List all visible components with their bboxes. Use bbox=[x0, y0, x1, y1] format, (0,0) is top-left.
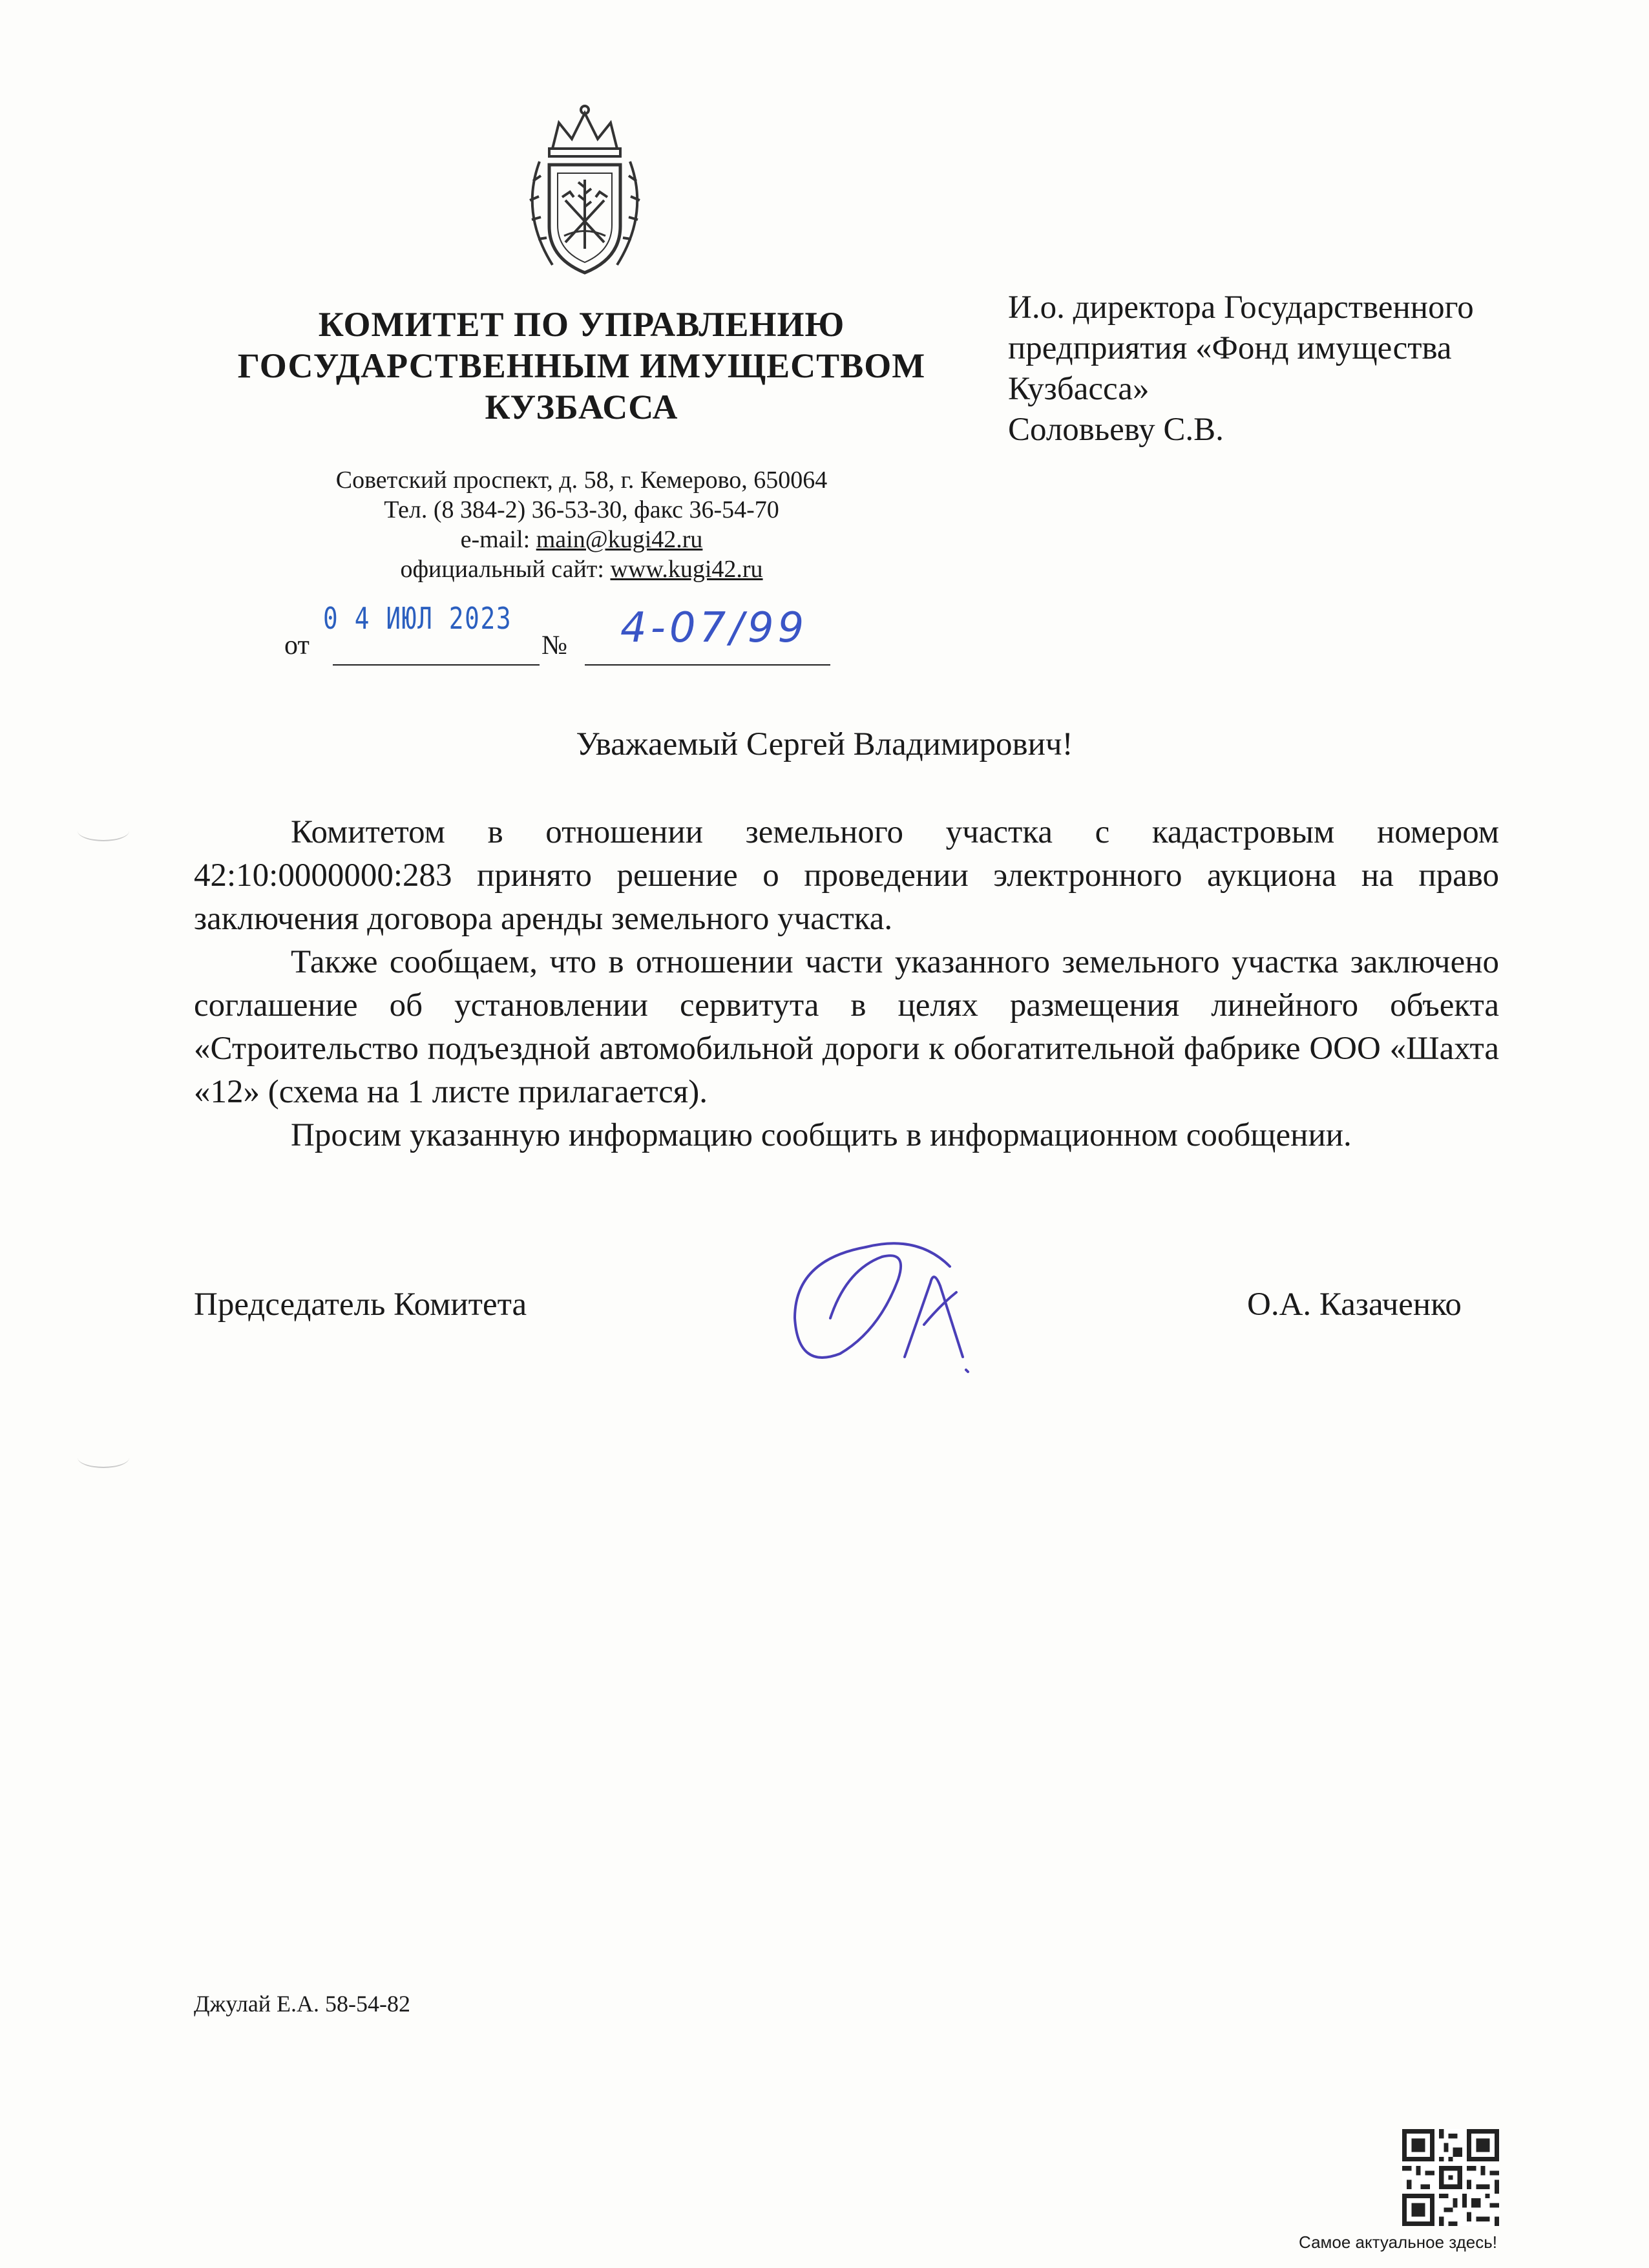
letter-body bbox=[194, 811, 1499, 1157]
organization-email-row bbox=[194, 525, 969, 554]
email-link[interactable]: main@kugi42.ru bbox=[536, 526, 703, 553]
organization-contacts bbox=[194, 465, 969, 584]
site-link[interactable]: www.kugi42.ru bbox=[610, 556, 763, 583]
executor-contact: Джулай Е.А. 58-54-82 bbox=[194, 1991, 411, 2017]
date-label: от bbox=[284, 631, 310, 660]
organization-name-line3: КУЗБАССА bbox=[485, 388, 678, 426]
number-underline bbox=[585, 664, 830, 666]
organization-site-row bbox=[194, 554, 969, 584]
body-paragraph-3: Просим указанную информацию сообщить в информационном сообщении. bbox=[291, 1117, 1352, 1153]
salutation: Уважаемый Сергей Владимирович! bbox=[576, 726, 1073, 762]
handwritten-number: 4-07/99 bbox=[620, 604, 808, 652]
date-stamp: 0 4 ИЮЛ 2023 bbox=[323, 601, 512, 636]
organization-name-line2: ГОСУДАРСТВЕННЫМ ИМУЩЕСТВОМ bbox=[237, 346, 926, 385]
organization-phone: Тел. (8 384-2) 36-53-30, факс 36-54-70 bbox=[384, 496, 779, 523]
signatory-title: Председатель Комитета bbox=[194, 1286, 527, 1323]
email-label: e-mail: bbox=[460, 526, 536, 553]
site-label: официальный сайт: bbox=[400, 556, 611, 583]
organization-name bbox=[181, 304, 982, 428]
date-underline bbox=[333, 664, 540, 666]
organization-name-line1: КОМИТЕТ ПО УПРАВЛЕНИЮ bbox=[318, 305, 845, 344]
handwritten-signature-icon bbox=[769, 1221, 1002, 1389]
punch-mark bbox=[78, 1447, 129, 1468]
body-paragraph-1: Комитетом в отношении земельного участка с кадастровым номером 42:10:0000000:283 принято решение о проведении электронного аукциона на право заключения договора аренды земельного участка. bbox=[194, 814, 1499, 937]
addressee-line1: И.о. директора Государственного bbox=[1008, 289, 1474, 326]
body-paragraph-2: Также сообщаем, что в отношении части указанного земельного участка заключено соглашение об установлении сервитута в целях размещения линейного объекта «Строительство подъездной автомобильной дороги к обогатительной фабрике ООО «Шахта «12» (схема на 1 листе прилагается). bbox=[194, 944, 1499, 1110]
addressee-line2: предприятия «Фонд имущества bbox=[1008, 330, 1452, 366]
number-label: № bbox=[541, 631, 568, 660]
signatory-name: О.А. Казаченко bbox=[1247, 1286, 1462, 1323]
qr-caption: Самое актуальное здесь! bbox=[1299, 2232, 1498, 2252]
qr-code-icon bbox=[1402, 2129, 1499, 2226]
punch-mark bbox=[78, 821, 129, 841]
addressee-line4: Соловьеву С.В. bbox=[1008, 412, 1224, 448]
organization-address: Советский проспект, д. 58, г. Кемерово, 650064 bbox=[335, 467, 828, 494]
addressee-line3: Кузбасса» bbox=[1008, 371, 1150, 407]
coat-of-arms-icon bbox=[514, 103, 656, 284]
addressee-block bbox=[1008, 288, 1590, 450]
